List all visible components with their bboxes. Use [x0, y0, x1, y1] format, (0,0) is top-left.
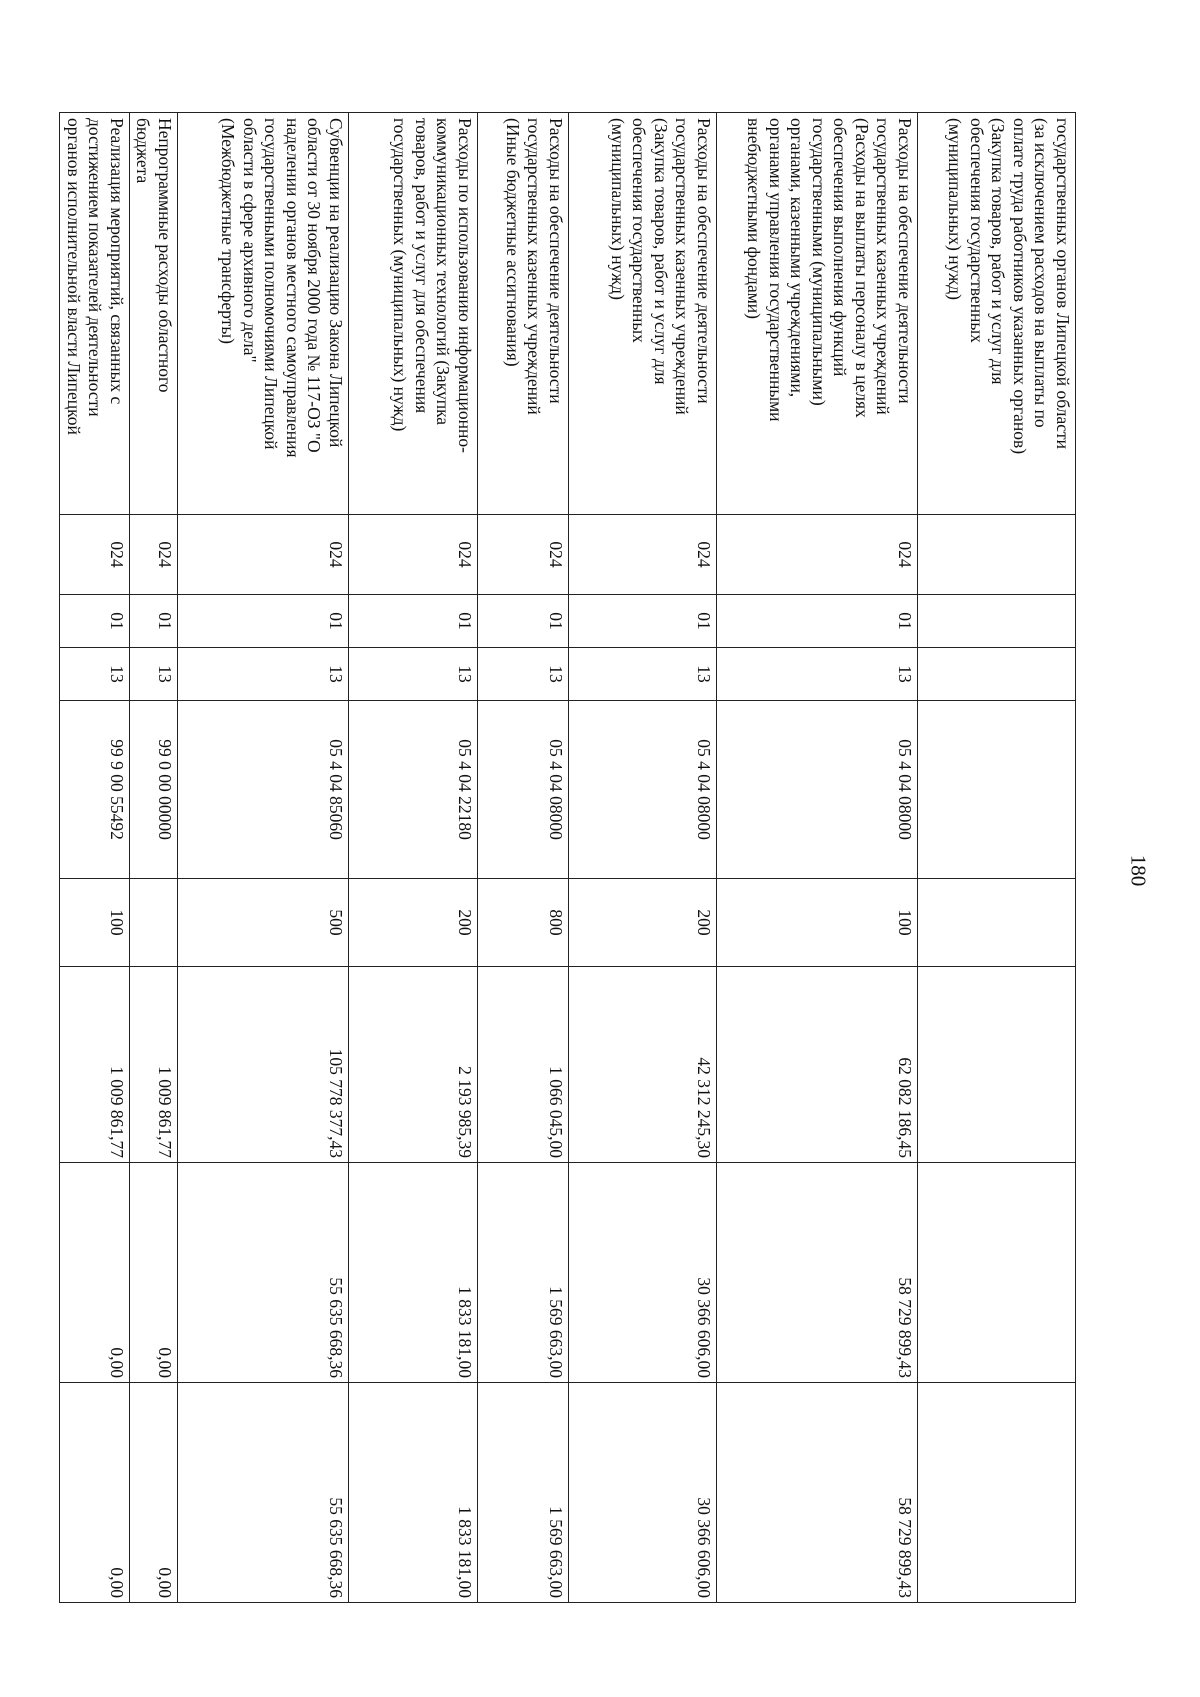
cell-target-article: 99 9 00 55492 — [60, 701, 130, 879]
cell-ministry-code: 024 — [478, 515, 569, 595]
cell-expense-type — [918, 879, 1076, 967]
cell-target-article: 05 4 04 08000 — [569, 701, 717, 879]
cell-amount-year-2 — [918, 1163, 1076, 1383]
cell-amount-year-1: 62 082 186,45 — [717, 967, 918, 1163]
cell-subsection-code: 13 — [60, 648, 130, 701]
cell-target-article: 05 4 04 85060 — [178, 701, 349, 879]
cell-amount-year-1: 105 778 377,43 — [178, 967, 349, 1163]
cell-amount-year-3: 0,00 — [130, 1383, 178, 1603]
cell-amount-year-3: 58 729 899,43 — [717, 1383, 918, 1603]
cell-ministry-code — [918, 515, 1076, 595]
cell-subsection-code: 13 — [717, 648, 918, 701]
table-row — [349, 113, 478, 1603]
cell-expense-type: 200 — [569, 879, 717, 967]
cell-amount-year-2: 1 833 181,00 — [349, 1163, 478, 1383]
cell-target-article: 05 4 04 22180 — [349, 701, 478, 879]
cell-ministry-code: 024 — [130, 515, 178, 595]
cell-expense-type — [130, 879, 178, 967]
cell-amount-year-2: 30 366 606,00 — [569, 1163, 717, 1383]
table-row — [569, 113, 717, 1603]
cell-section-code: 01 — [478, 595, 569, 648]
cell-expense-type: 100 — [60, 879, 130, 967]
cell-section-code: 01 — [349, 595, 478, 648]
cell-subsection-code — [918, 648, 1076, 701]
cell-amount-year-1: 2 193 985,39 — [349, 967, 478, 1163]
cell-section-code: 01 — [178, 595, 349, 648]
cell-target-article — [918, 701, 1076, 879]
cell-target-article: 99 0 00 00000 — [130, 701, 178, 879]
cell-amount-year-2: 58 729 899,43 — [717, 1163, 918, 1383]
cell-amount-year-2: 0,00 — [130, 1163, 178, 1383]
cell-section-code — [918, 595, 1076, 648]
cell-amount-year-2: 0,00 — [60, 1163, 130, 1383]
row-description: Расходы по использованию информационно- коммуникационных технологий (Закупка товаров, работ и услуг для обеспечения государственных (муниципальных) нужд) — [349, 113, 478, 515]
cell-amount-year-2: 55 635 668,36 — [178, 1163, 349, 1383]
cell-ministry-code: 024 — [60, 515, 130, 595]
cell-ministry-code: 024 — [717, 515, 918, 595]
cell-ministry-code: 024 — [349, 515, 478, 595]
cell-section-code: 01 — [717, 595, 918, 648]
cell-expense-type: 500 — [178, 879, 349, 967]
cell-subsection-code: 13 — [569, 648, 717, 701]
cell-subsection-code: 13 — [130, 648, 178, 701]
page-number: 180 — [1126, 854, 1151, 887]
cell-subsection-code: 13 — [349, 648, 478, 701]
cell-amount-year-1 — [918, 967, 1076, 1163]
cell-expense-type: 100 — [717, 879, 918, 967]
table-row — [478, 113, 569, 1603]
table-row — [60, 113, 130, 1603]
cell-expense-type: 800 — [478, 879, 569, 967]
rotated-table-area — [64, 112, 1076, 1602]
cell-section-code: 01 — [569, 595, 717, 648]
cell-amount-year-3: 1 833 181,00 — [349, 1383, 478, 1603]
table-row — [717, 113, 918, 1603]
cell-amount-year-1: 1 009 861,77 — [60, 967, 130, 1163]
table-row — [178, 113, 349, 1603]
cell-amount-year-3: 0,00 — [60, 1383, 130, 1603]
cell-section-code: 01 — [60, 595, 130, 648]
cell-amount-year-3 — [918, 1383, 1076, 1603]
cell-ministry-code: 024 — [569, 515, 717, 595]
row-description: Расходы на обеспечение деятельности государственных казенных учреждений (Расходы на выплаты персоналу в целях обеспечения выполнения функций государственными (муниципальными) органами, казенными учреждениями, органами управления государственными внебюджетными фондами) — [717, 113, 918, 515]
row-description: государственных органов Липецкой области (за исключением расходов на выплаты по оплате труда работников указанных органов) (Закупка товаров, работ и услуг для обеспечения государственных (муниципальных) нужд) — [918, 113, 1076, 515]
cell-amount-year-1: 1 066 045,00 — [478, 967, 569, 1163]
cell-section-code: 01 — [130, 595, 178, 648]
cell-amount-year-2: 1 569 663,00 — [478, 1163, 569, 1383]
table-row — [918, 113, 1076, 1603]
row-description: Расходы на обеспечение деятельности государственных казенных учреждений (Иные бюджетные ассигнования) — [478, 113, 569, 515]
row-description: Непрограммные расходы областного бюджета — [130, 113, 178, 515]
cell-subsection-code: 13 — [478, 648, 569, 701]
cell-amount-year-1: 42 312 245,30 — [569, 967, 717, 1163]
cell-ministry-code: 024 — [178, 515, 349, 595]
table-row — [130, 113, 178, 1603]
cell-amount-year-1: 1 009 861,77 — [130, 967, 178, 1163]
cell-amount-year-3: 30 366 606,00 — [569, 1383, 717, 1603]
row-description: Субвенции на реализацию Закона Липецкой области от 30 ноября 2000 года № 117-ОЗ "О наделении органов местного самоуправления государственными полномочиями Липецкой области в сфере архивного дела" (Межбюджетные трансферты) — [178, 113, 349, 515]
cell-amount-year-3: 55 635 668,36 — [178, 1383, 349, 1603]
cell-target-article: 05 4 04 08000 — [478, 701, 569, 879]
row-description: Реализация мероприятий, связанных с достижением показателей деятельности органов исполнительной власти Липецкой — [60, 113, 130, 515]
cell-subsection-code: 13 — [178, 648, 349, 701]
cell-expense-type: 200 — [349, 879, 478, 967]
budget-table — [60, 112, 1077, 1603]
cell-amount-year-3: 1 569 663,00 — [478, 1383, 569, 1603]
cell-target-article: 05 4 04 08000 — [717, 701, 918, 879]
row-description: Расходы на обеспечение деятельности государственных казенных учреждений (Закупка товаров, работ и услуг для обеспечения государственных (муниципальных) нужд) — [569, 113, 717, 515]
